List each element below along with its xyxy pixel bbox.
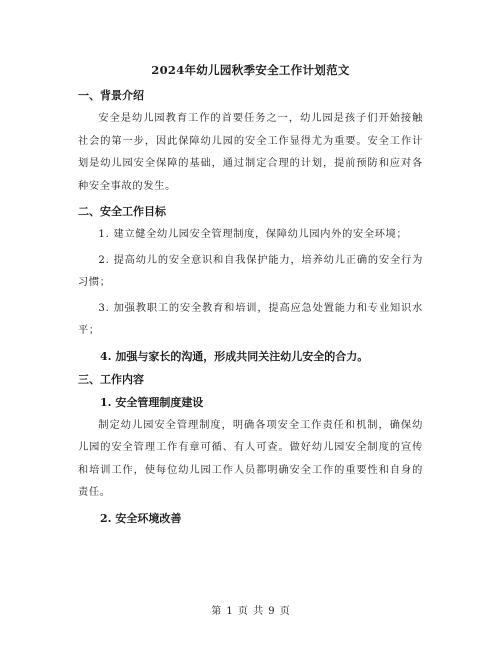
safety-system-paragraph: 制定幼儿园安全管理制度，明确各项安全工作责任和机制，确保幼儿园的安全管理工作有章可循、有人可查。做好幼儿园安全制度的宣传和培训工作，使每位幼儿园工作人员都明确安全工作的重要性和自身的责任。 [78,419,423,498]
goal-item-3: 3. 加强教职工的安全教育和培训，提高应急处置能力和专业知识水平； [78,302,423,336]
goal-item-4: 4. 加强与家长的沟通，形成共同关注幼儿安全的合力。 [100,349,369,363]
page-number-footer: 第 1 页 共 9 页 [211,606,291,617]
subsection-heading-safety-system: 1. 安全管理制度建设 [100,395,204,409]
section-heading-work-content: 三、工作内容 [78,372,144,386]
subsection-heading-environment: 2. 安全环境改善 [100,511,182,525]
section-heading-goals: 二、安全工作目标 [78,205,166,218]
document-title: 2024年幼儿园秋季安全工作计划范文 [151,63,350,77]
goal-item-1: 1. 建立健全幼儿园安全管理制度，保障幼儿园内外的安全环境； [98,229,408,240]
goal-item-2: 2. 提高幼儿的安全意识和自我保护能力，培养幼儿正确的安全行为习惯； [78,254,423,288]
section-heading-background: 一、背景介绍 [78,89,144,102]
background-paragraph: 安全是幼儿园教育工作的首要任务之一，幼儿园是孩子们开始接触社会的第一步，因此保障幼儿园的安全工作显得尤为重要。安全工作计划是幼儿园安全保障的基础，通过制定合理的计划，提前预防和应对各种安全事故的发生。 [78,113,423,192]
document-body [78,62,423,531]
